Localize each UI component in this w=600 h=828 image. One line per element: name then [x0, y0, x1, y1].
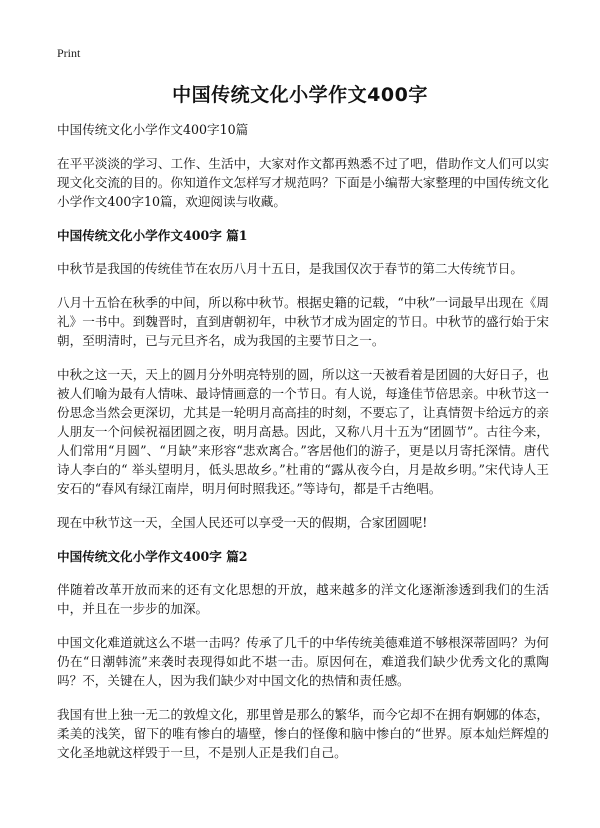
paragraph: 伴随着改革开放而来的还有文化思想的开放，越来越多的洋文化逐渐渗透到我们的生活中，并且在一步步的加深。 — [57, 582, 549, 616]
paragraph: 中国文化难道就这么不堪一击吗？传承了几千的中华传统美德难道不够根深蒂固吗？为何仍在“日潮韩流”来袭时表现得如此不堪一击。原因何在，难道我们缺少优秀文化的熏陶吗？不，关键在人，因为我们缺少对中国文化的热情和责任感。 — [57, 635, 549, 688]
paragraph: 我国有世上独一无二的敦煌文化，那里曾是那么的繁华，而今它却不在拥有婀娜的体态，柔美的浅笑，留下的唯有惨白的墙壁，惨白的怪像和脑中惨白的“世界。原本灿烂辉煌的文化圣地就这样毁于一旦，不是别人正是我们自己。 — [57, 707, 549, 760]
page-title: 中国传统文化小学作文400字 — [172, 84, 428, 106]
section-heading: 中国传统文化小学作文400字 篇1 — [57, 228, 248, 243]
intro-paragraph: 在平平淡淡的学习、工作、生活中，大家对作文都再熟悉不过了吧，借助作文人们可以实现文化交流的目的。你知道作文怎样写才规范吗？下面是小编帮大家整理的中国传统文化小学作文400字10篇，欢迎阅读与收藏。 — [57, 156, 549, 209]
essay-section-2 — [57, 547, 549, 762]
paragraph: 现在中秋节这一天，全国人民还可以享受一天的假期，合家团圆呢! — [57, 515, 428, 530]
essay-section-1 — [57, 226, 549, 532]
print-link[interactable]: Print — [57, 46, 81, 60]
paragraph: 中秋节是我国的传统佳节在农历八月十五日，是我国仅次于春节的第二大传统节日。 — [57, 261, 523, 276]
article-body — [57, 120, 549, 777]
section-heading: 中国传统文化小学作文400字 篇2 — [57, 549, 248, 564]
article-subtitle: 中国传统文化小学作文400字10篇 — [57, 122, 249, 137]
paragraph: 中秋之这一天，天上的圆月分外明亮特别的圆，所以这一天被看着是团圆的大好日子，也被人们喻为最有人情味、最诗情画意的一个节日。有人说，每逢佳节倍思亲。中秋节这一份思念当然会更深切，尤其是一轮明月高高挂的时刻，不要忘了，让真情贺卡给远方的亲人朋友一个问候祝福团圆之夜，明月高悬。因此，又称八月十五为“团圆节”。古往今来，人们常用“月圆”、“月缺”来形容“悲欢离合。”客居他们的游子，更是以月寄托深情。唐代诗人李白的“ 举头望明月，低头思故乡。”杜甫的“露从夜今白，月是故乡明。”宋代诗人王安石的“春风有绿江南岸，明月何时照我还。”等诗句，都是千古绝唱。 — [57, 367, 549, 496]
paragraph: 八月十五恰在秋季的中间，所以称中秋节。根据史籍的记载，“中秋”一词最早出现在《周礼》一书中。到魏晋时，直到唐朝初年，中秋节才成为固定的节日。中秋节的盛行始于宋朝，至明清时，已与元旦齐名，成为我国的主要节日之一。 — [57, 295, 549, 348]
